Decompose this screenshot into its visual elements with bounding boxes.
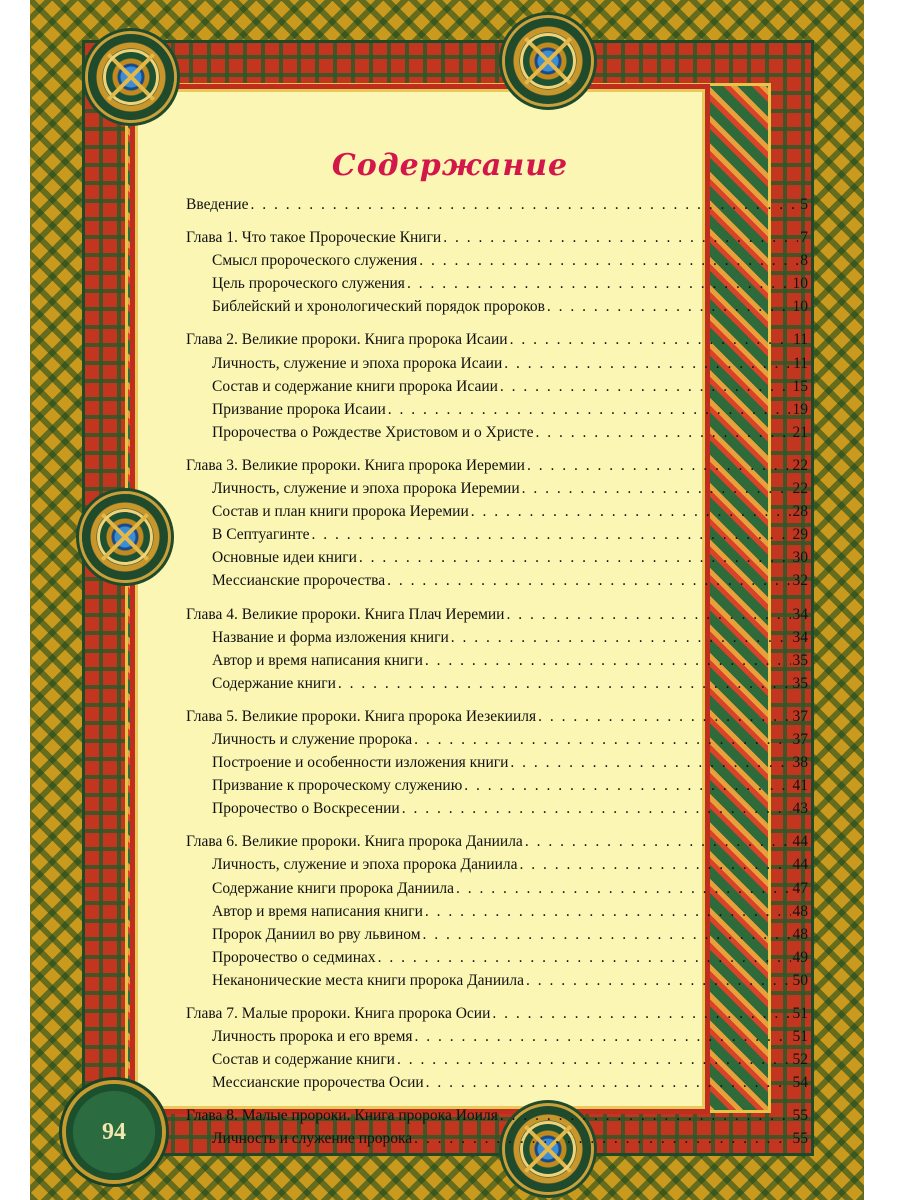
toc-entry-page: 51 — [792, 1005, 808, 1022]
toc-entry-page: 51 — [792, 1028, 808, 1046]
toc-section-entry — [186, 1051, 808, 1074]
toc-section-entry — [186, 526, 808, 549]
toc-chapter-entry — [186, 606, 808, 629]
toc-chapter-entry — [186, 331, 808, 354]
toc-leader-dots — [506, 606, 790, 624]
toc-entry-page: 7 — [800, 229, 808, 247]
toc-entry-label: Содержание книги — [212, 674, 336, 692]
toc-entry-page: 49 — [792, 948, 808, 966]
toc-entry-label: Личность, служение и эпоха пророка Исаии — [212, 354, 503, 372]
toc-entry-label: Неканонические места книги пророка Даниила — [212, 971, 525, 989]
toc-section-entry — [186, 275, 808, 298]
toc-leader-dots — [525, 833, 791, 851]
toc-entry-label: Глава 8. Малые пророки. Книга пророка Иоиля — [186, 1107, 498, 1125]
toc-leader-dots — [504, 355, 791, 373]
toc-chapter-entry — [186, 457, 808, 480]
toc-section-entry — [186, 549, 808, 572]
toc-section-entry — [186, 252, 808, 275]
toc-section-entry — [186, 503, 808, 526]
toc-entry-page: 35 — [792, 651, 808, 669]
toc-entry-page: 10 — [792, 298, 808, 316]
toc-entry-label: Состав и содержание книги пророка Исаии — [212, 377, 498, 395]
toc-chapter-entry — [186, 1005, 808, 1028]
toc-leader-dots — [423, 926, 791, 944]
toc-entry-label: Построение и особенности изложения книги — [212, 754, 509, 772]
toc-leader-dots — [510, 754, 790, 772]
toc-section-entry — [186, 675, 808, 698]
toc-entry-page: 28 — [792, 503, 808, 521]
medallion-top-left-icon — [88, 34, 174, 120]
table-of-contents — [186, 196, 808, 1154]
toc-entry-page: 38 — [792, 754, 808, 772]
toc-entry-page: 34 — [792, 628, 808, 646]
toc-leader-dots — [500, 1107, 791, 1125]
toc-entry-page: 50 — [792, 971, 808, 989]
toc-section-entry — [186, 949, 808, 972]
toc-leader-dots — [535, 424, 790, 442]
toc-section-entry — [186, 298, 808, 321]
toc-entry-label: Основные идеи книги — [212, 549, 357, 567]
toc-entry-page: 43 — [792, 800, 808, 818]
medallion-top-center-icon — [505, 18, 591, 104]
toc-leader-dots — [527, 457, 791, 475]
toc-leader-dots — [359, 549, 791, 567]
toc-leader-dots — [451, 629, 791, 647]
toc-entry-page: 5 — [800, 196, 808, 213]
page-title: Содержание — [331, 148, 569, 183]
toc-leader-dots — [425, 903, 791, 921]
toc-entry-page: 37 — [792, 730, 808, 748]
toc-entry-page: 55 — [792, 1107, 808, 1125]
toc-leader-dots — [407, 275, 791, 293]
toc-entry-page: 32 — [792, 572, 808, 590]
toc-entry-label: Личность и служение пророка — [212, 1130, 413, 1148]
toc-leader-dots — [426, 1074, 791, 1092]
toc-entry-page: 34 — [792, 605, 808, 623]
toc-leader-dots — [456, 880, 790, 898]
toc-entry-label: Пророк Даниил во рву львином — [212, 925, 421, 943]
toc-section-entry — [186, 378, 808, 401]
toc-entry-label: Глава 1. Что такое Пророческие Книги — [186, 229, 442, 247]
toc-entry-label: Название и форма изложения книги — [212, 628, 449, 646]
toc-leader-dots — [538, 708, 790, 726]
toc-leader-dots — [378, 949, 791, 967]
toc-section-entry — [186, 800, 808, 823]
toc-entry-label: Пророчества о Рождестве Христовом и о Христе — [212, 423, 534, 441]
toc-entry-label: Пророчество о седминах — [212, 948, 376, 966]
toc-entry-label: Призвание к пророческому служению — [212, 777, 463, 795]
toc-entry-page: 22 — [792, 480, 808, 498]
toc-section-entry — [186, 1028, 808, 1051]
toc-leader-dots — [547, 298, 791, 316]
toc-entry-label: Личность, служение и эпоха пророка Даниила — [212, 856, 518, 874]
toc-entry-page: 10 — [792, 275, 808, 293]
toc-entry-page: 8 — [800, 252, 808, 270]
toc-section-entry — [186, 1130, 808, 1153]
page-number: 94 — [102, 1118, 126, 1145]
toc-section-entry — [186, 856, 808, 879]
toc-leader-dots — [519, 856, 790, 874]
toc-entry-label: Мессианские пророчества Осии — [212, 1074, 424, 1092]
toc-section-entry — [186, 424, 808, 447]
toc-entry-label: Глава 6. Великие пророки. Книга пророка Даниила — [186, 833, 523, 851]
toc-leader-dots — [250, 196, 798, 214]
toc-entry-label: Пророчество о Воскресении — [212, 800, 400, 818]
toc-leader-dots — [419, 252, 798, 270]
toc-entry-label: Глава 7. Малые пророки. Книга пророка Осии — [186, 1005, 491, 1022]
toc-entry-page: 11 — [793, 331, 808, 349]
toc-entry-page: 44 — [792, 833, 808, 851]
toc-entry-label: Содержание книги пророка Даниила — [212, 879, 455, 897]
toc-entry-label: Глава 4. Великие пророки. Книга Плач Иеремии — [186, 605, 505, 623]
toc-entry-page: 15 — [792, 377, 808, 395]
toc-chapter-entry — [186, 196, 808, 219]
toc-leader-dots — [415, 1028, 791, 1046]
toc-section-entry — [186, 731, 808, 754]
medallion-left-middle-icon — [82, 494, 168, 580]
toc-entry-page: 19 — [792, 400, 808, 418]
toc-leader-dots — [402, 800, 791, 818]
toc-leader-dots — [388, 401, 791, 419]
toc-entry-label: Личность и служение пророка — [212, 730, 413, 748]
toc-entry-label: В Септуагинте — [212, 526, 310, 544]
toc-chapter-entry — [186, 1107, 808, 1130]
toc-entry-page: 21 — [792, 423, 808, 441]
toc-entry-label: Введение — [186, 196, 249, 213]
toc-entry-page: 22 — [792, 456, 808, 474]
toc-leader-dots — [312, 526, 791, 544]
toc-entry-page: 48 — [792, 925, 808, 943]
toc-entry-label: Глава 3. Великие пророки. Книга пророка Иеремии — [186, 456, 525, 474]
toc-entry-label: Цель пророческого служения — [212, 275, 405, 293]
toc-section-entry — [186, 629, 808, 652]
toc-section-entry — [186, 401, 808, 424]
toc-entry-page: 30 — [792, 549, 808, 567]
toc-leader-dots — [522, 480, 791, 498]
toc-entry-page: 55 — [792, 1130, 808, 1148]
toc-entry-label: Библейский и хронологический порядок пророков — [212, 298, 545, 316]
toc-entry-label: Состав и план книги пророка Иеремии — [212, 503, 469, 521]
toc-leader-dots — [338, 675, 791, 693]
toc-leader-dots — [492, 1005, 790, 1023]
toc-leader-dots — [510, 331, 791, 349]
toc-entry-page: 44 — [792, 856, 808, 874]
toc-section-entry — [186, 777, 808, 800]
toc-entry-page: 52 — [792, 1051, 808, 1069]
toc-entry-page: 37 — [792, 707, 808, 725]
toc-entry-label: Автор и время написания книги — [212, 651, 423, 669]
page-number-disc — [66, 1084, 162, 1180]
toc-entry-label: Автор и время написания книги — [212, 902, 423, 920]
toc-entry-label: Личность, служение и эпоха пророка Иеремии — [212, 480, 520, 498]
toc-chapter-entry — [186, 229, 808, 252]
toc-leader-dots — [443, 229, 798, 247]
toc-entry-label: Мессианские пророчества — [212, 572, 386, 590]
toc-entry-page: 29 — [792, 526, 808, 544]
toc-leader-dots — [526, 972, 790, 990]
toc-leader-dots — [500, 378, 791, 396]
toc-section-entry — [186, 480, 808, 503]
toc-entry-label: Глава 5. Великие пророки. Книга пророка Иезекииля — [186, 707, 537, 725]
toc-section-entry — [186, 903, 808, 926]
toc-chapter-entry — [186, 833, 808, 856]
toc-section-entry — [186, 1074, 808, 1097]
toc-entry-label: Глава 2. Великие пророки. Книга пророка Исаии — [186, 331, 508, 349]
toc-section-entry — [186, 926, 808, 949]
toc-section-entry — [186, 754, 808, 777]
toc-leader-dots — [425, 652, 791, 670]
toc-entry-page: 35 — [792, 674, 808, 692]
toc-entry-label: Состав и содержание книги — [212, 1051, 395, 1069]
toc-entry-page: 41 — [792, 777, 808, 795]
toc-entry-label: Призвание пророка Исаии — [212, 400, 386, 418]
toc-chapter-entry — [186, 708, 808, 731]
toc-entry-page: 47 — [792, 879, 808, 897]
toc-leader-dots — [414, 1130, 790, 1148]
toc-leader-dots — [464, 777, 790, 795]
toc-entry-label: Личность пророка и его время — [212, 1028, 413, 1046]
toc-section-entry — [186, 880, 808, 903]
toc-entry-label: Смысл пророческого служения — [212, 252, 418, 270]
toc-leader-dots — [387, 572, 790, 590]
toc-section-entry — [186, 652, 808, 675]
toc-entry-page: 48 — [792, 902, 808, 920]
toc-section-entry — [186, 972, 808, 995]
toc-leader-dots — [397, 1051, 791, 1069]
toc-section-entry — [186, 355, 808, 378]
toc-section-entry — [186, 572, 808, 595]
toc-leader-dots — [471, 503, 791, 521]
toc-leader-dots — [414, 731, 790, 749]
toc-entry-page: 11 — [793, 354, 808, 372]
toc-entry-page: 54 — [792, 1074, 808, 1092]
